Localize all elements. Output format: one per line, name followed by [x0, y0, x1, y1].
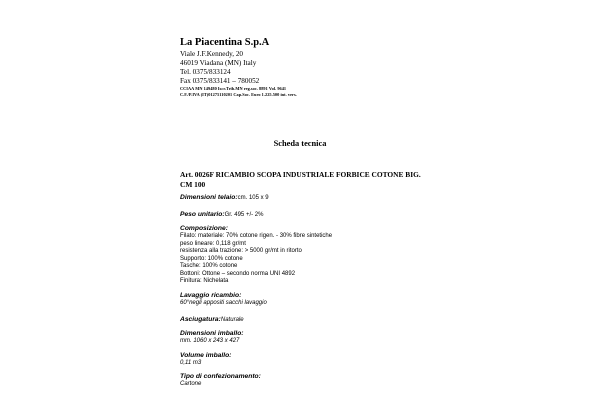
address-line: 46019 Viadana (MN) Italy	[180, 59, 257, 67]
registry-line: CCIAA MN 149480 Iscr.Trib.MN reg.soc. 8891 Vol. 9641	[180, 86, 287, 91]
spec-value: cm. 105 x 9	[237, 195, 269, 201]
spec-volume-imballo	[180, 352, 480, 368]
spec-label: Tipo di confezionamento:	[180, 373, 261, 380]
vat-line: C.F./P.IVA (IT)01275110201 Cap.Soc. Euro 1.225.500 int. vers.	[180, 92, 297, 97]
article-line-2: CM 100	[180, 179, 206, 189]
fax-line: Fax 0375/833141 – 780052	[180, 77, 260, 85]
spec-label: Dimensioni telaio:	[180, 194, 238, 201]
spec-value: 0,11 m3	[180, 359, 202, 366]
spec-lavaggio	[180, 292, 480, 308]
spec-label: Peso unitario:	[180, 211, 225, 218]
composition-line: Supporto: 100% cotone	[180, 255, 243, 262]
spec-composizione	[180, 225, 480, 286]
spec-label: Volume imballo:	[180, 351, 232, 359]
composition-line: Bottoni: Ottone – secondo norma UNI 4892	[180, 270, 296, 277]
article-title	[180, 170, 440, 189]
spec-value: 60°negli appositi sacchi lavaggio	[180, 299, 267, 306]
address-line: Viale J.F.Kennedy, 20	[180, 50, 244, 58]
spec-body	[180, 191, 480, 389]
spec-value: Gr. 495 +/- 2%	[224, 212, 264, 218]
phone-line: Tel. 0375/833124	[180, 68, 231, 76]
company-header	[180, 36, 297, 98]
spec-value: Cartone	[180, 381, 202, 387]
composition-line: resistenza alla trazione: > 5000 gr/mt in ritorto	[180, 248, 302, 254]
composition-line: peso lineare: 0,118 gr/mt	[180, 240, 246, 247]
composition-line: Finitura: Nichelata	[180, 278, 229, 284]
spec-asciugatura	[180, 313, 480, 324]
spec-peso-unitario	[180, 208, 480, 219]
composition-line: Filato: materiale: 70% cotone rigen. - 30% fibre sintetiche	[180, 233, 333, 239]
company-name: La Piacentina S.p.A	[180, 37, 270, 48]
spec-confezionamento	[180, 373, 480, 389]
spec-label: Asciugatura:	[180, 316, 221, 323]
article-line-1: Art. 0026F RICAMBIO SCOPA INDUSTRIALE FORBICE COTONE BIG.	[180, 170, 421, 179]
composition-line: Tasche: 100% cotone	[180, 263, 238, 269]
spec-dimensioni-imballo	[180, 330, 480, 346]
spec-label: Dimensioni imballo:	[180, 330, 244, 337]
document-title: Scheda tecnica	[273, 139, 327, 148]
spec-value: mm. 1060 x 243 x 427	[180, 338, 240, 344]
spec-label: Composizione:	[180, 225, 228, 232]
spec-dimensioni-telaio	[180, 191, 480, 202]
spec-value: Naturale	[220, 317, 244, 323]
spec-label: Lavaggio ricambio:	[180, 291, 242, 299]
